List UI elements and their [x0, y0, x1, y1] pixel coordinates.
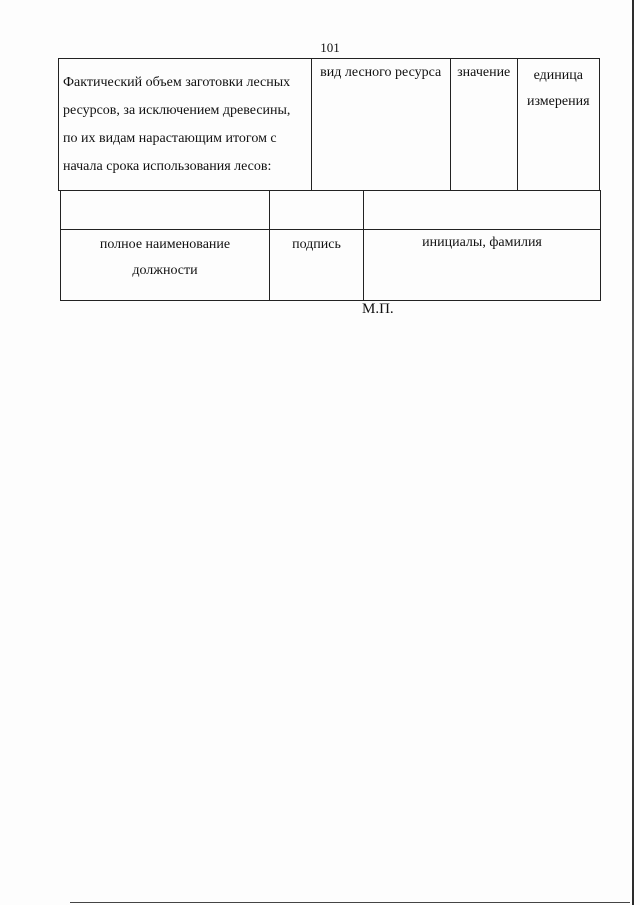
value-label: значение	[457, 65, 511, 80]
position-caption-line: полное наименование	[99, 237, 231, 252]
position-caption-line: должности	[132, 263, 198, 278]
table-row	[59, 59, 600, 191]
resource-harvest-table	[58, 58, 600, 191]
signature-caption-cell	[270, 230, 364, 301]
description-line: начала срока использования лесов:	[63, 159, 272, 174]
value-cell	[450, 59, 517, 191]
signature-label-row	[61, 230, 601, 301]
page-number: 101	[320, 40, 340, 55]
position-caption-cell	[61, 230, 270, 301]
unit-label-line: измерения	[526, 94, 590, 109]
unit-label-line: единица	[533, 68, 583, 83]
stamp-place-label: М.П.	[362, 301, 394, 317]
scan-edge	[70, 902, 630, 903]
position-blank-field[interactable]	[61, 191, 270, 230]
scan-edge	[632, 0, 634, 905]
signature-caption: подпись	[292, 237, 341, 252]
signature-blank-row	[61, 191, 601, 230]
signature-table	[60, 190, 601, 301]
resource-type-cell	[311, 59, 450, 191]
unit-cell	[517, 59, 599, 191]
harvest-description-cell	[59, 59, 312, 191]
name-blank-field[interactable]	[364, 191, 601, 230]
name-caption-cell	[364, 230, 601, 301]
resource-type-label: вид лесного ресурса	[320, 65, 442, 80]
description-line: ресурсов, за исключением древесины,	[63, 103, 291, 118]
description-line: Фактический объем заготовки лесных	[63, 75, 291, 90]
name-caption: инициалы, фамилия	[422, 235, 542, 250]
signature-blank-field[interactable]	[270, 191, 364, 230]
description-line: по их видам нарастающим итогом с	[63, 131, 277, 146]
